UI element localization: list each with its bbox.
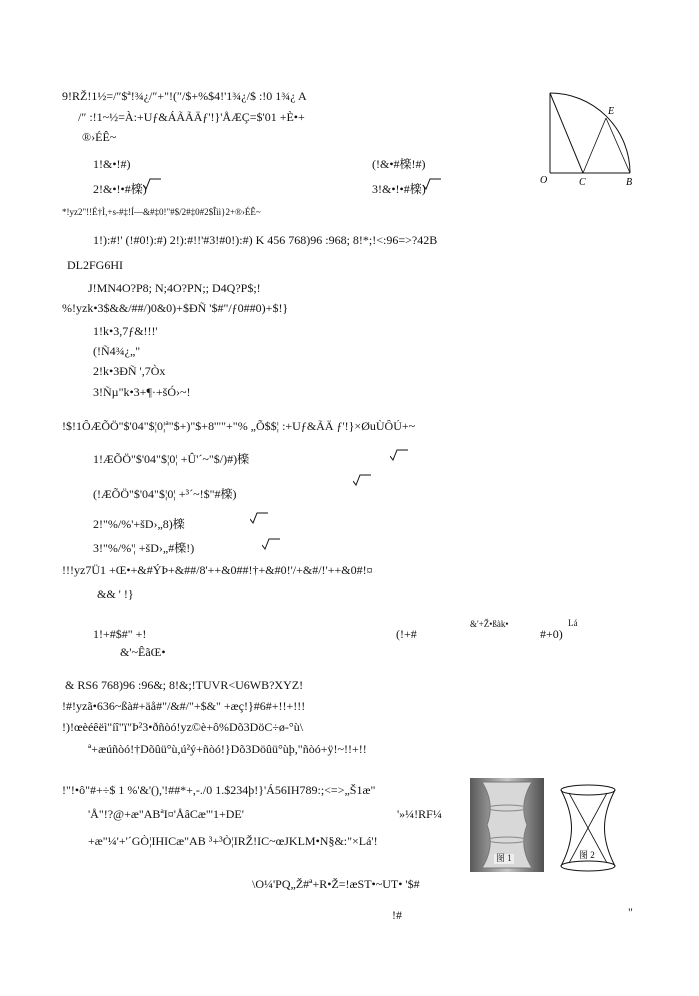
line-31: \O¼'PQ„Ž#ª+R•Ž=!æST•~UT• '$# <box>252 877 420 891</box>
option-3-sup: Lá <box>568 618 578 628</box>
label-c: C <box>579 177 586 188</box>
radical-sign <box>143 178 161 190</box>
option-2-d: 3!"%/%'¦ +šD›„#檪!) <box>93 541 195 555</box>
label-e: E <box>608 106 615 117</box>
option-3-label: &'+Ž•ßàk• <box>470 619 509 629</box>
line-3: ®›ÉÊ~ <box>82 130 117 144</box>
line-14: 3!Ñµ"k•3+¶·+šÓ›~! <box>93 385 191 399</box>
arc <box>550 93 630 173</box>
page-mark-right: " <box>628 905 633 919</box>
line-29: 'Å"!?@+æ"ABªI¤'ÅâCæ"'1+DE' <box>88 807 244 821</box>
radical-sign <box>250 512 268 524</box>
line-10: %!yzk•3$&&/##/)0&0)+$ÐÑ '$#"/ƒ0##0)+$!} <box>62 301 289 315</box>
option-3-b: (!+# <box>396 627 417 641</box>
line-23: &'~ÊãŒ• <box>120 645 166 659</box>
option-2-a: 1!ÆÕÖ"$'04"$¦0¦ +Û'´~"$/)#)檪 <box>93 452 250 466</box>
radical-sign <box>423 178 441 190</box>
line-8: DL2FG6HI <box>67 258 123 272</box>
line-2: /″ :!1~½=À:+Uƒ&ÁÃÃÄƒ'!}'ÅÆÇ=$'01 +È•+ <box>78 110 305 124</box>
vase-photo <box>470 778 544 872</box>
line-21: && ' !} <box>97 587 134 601</box>
line-29-right: '»¼!RF¼ <box>397 807 442 821</box>
option-1-a: 1!&•!#) <box>93 157 131 171</box>
label-o: O <box>540 175 548 186</box>
label-b: B <box>626 177 633 188</box>
line-26: !)!œèéêëì"íî"ï"Þ²3•ðñòó!yz©è+ô%Dõ3DöC÷ø-°ù\ <box>62 720 304 734</box>
line-11: 1!k•3,7ƒ&!!!' <box>93 324 158 338</box>
option-3-a: 1!+#$#" +! <box>93 627 147 641</box>
option-3-c: #+0) <box>540 627 563 641</box>
line-9: J!MN4O?P8; N;4O?PN;; D4Q?P$;! <box>88 281 261 295</box>
page-mark: !# <box>392 908 402 922</box>
line-25: !#!yzã•636~ßà#+äå#"/&#/"+$&" +æç!}#6#+!!+!!! <box>62 699 306 713</box>
option-1-d: 3!&•!•#檪) <box>372 182 426 196</box>
photo-label: 图 1 <box>496 853 512 863</box>
line-15: !$!1ÔÆÕÖ"$'04"$¦0¦ª"$+)"$+8'""+"% „Õ$$¦ :+Uƒ&ÃÄ ƒ'!}×ØuÙÔÚ+~ <box>62 420 416 433</box>
line-20: !!!yz7Ü1 +Œ•+&#ÝÞ+&##/8'++&0##!†+&#0!'/+&#/!'++&0#!¤ <box>62 564 373 577</box>
line-7: 1!):#!' (!#0!):#) 2!):#!!'#3!#0!):#) K 456 768)96 :968; 8!*;!<:96=>?42B <box>93 234 438 247</box>
line-24: & RS6 768)96 :96&; 8!&;!TUVR<U6WB?XYZ! <box>65 678 304 692</box>
radical-sign <box>353 474 371 486</box>
line-6: *!yz2"!!É†Ì,+s-#‡!Í—&#‡0!"#$/2#‡0#2$Îìì}2+®›ÉÊ~ <box>62 207 261 217</box>
line-1: 9!RŽ!1½=/″$ª!¾¿/″+"!(″/$+%$4!'1¾¿/$ :!0 1¾¿ A <box>62 90 307 103</box>
hyperboloid-diagram <box>553 782 623 874</box>
line-13: 2!k•3ÐÑ ',7Òx <box>93 364 166 378</box>
quarter-circle-figure <box>538 88 648 193</box>
line-28: !"!•ô"#+÷$ 1 %'&'(),'!##*+,-./0 1.$234þ!}'Á56IH789:;<=>„Š1æ" <box>62 784 376 797</box>
line-12: (!Ñ4¾¿„" <box>93 344 141 358</box>
option-2-b: (!ÆÕÖ"$'04"$¦0¦ +³´~!$"#檪) <box>93 487 237 501</box>
option-2-c: 2!"%/%'+šD›„8)檪 <box>93 517 185 531</box>
segment-eb <box>606 118 630 173</box>
option-1-c: 2!&•!•#檪) <box>93 182 147 196</box>
chord-line <box>550 93 583 173</box>
radical-sign <box>390 449 408 461</box>
segment-ce <box>583 118 606 173</box>
line-30: +æ"¼'+'´GÒ¦IHICæ"AB ³+³Ò¦IRŽ!IC~œJKLM•N§&:"×Lá'! <box>88 835 378 848</box>
diagram-label: 图 2 <box>579 850 595 860</box>
radical-sign <box>262 538 280 550</box>
option-1-b: (!&•#檪!#) <box>372 157 426 171</box>
line-27: ª+æúñòó!†Dõûü°ù,ú²ý+ñòó!}Dõ3Döûü°ùþ,"ñòó+ÿ!~!!+!! <box>88 742 367 756</box>
